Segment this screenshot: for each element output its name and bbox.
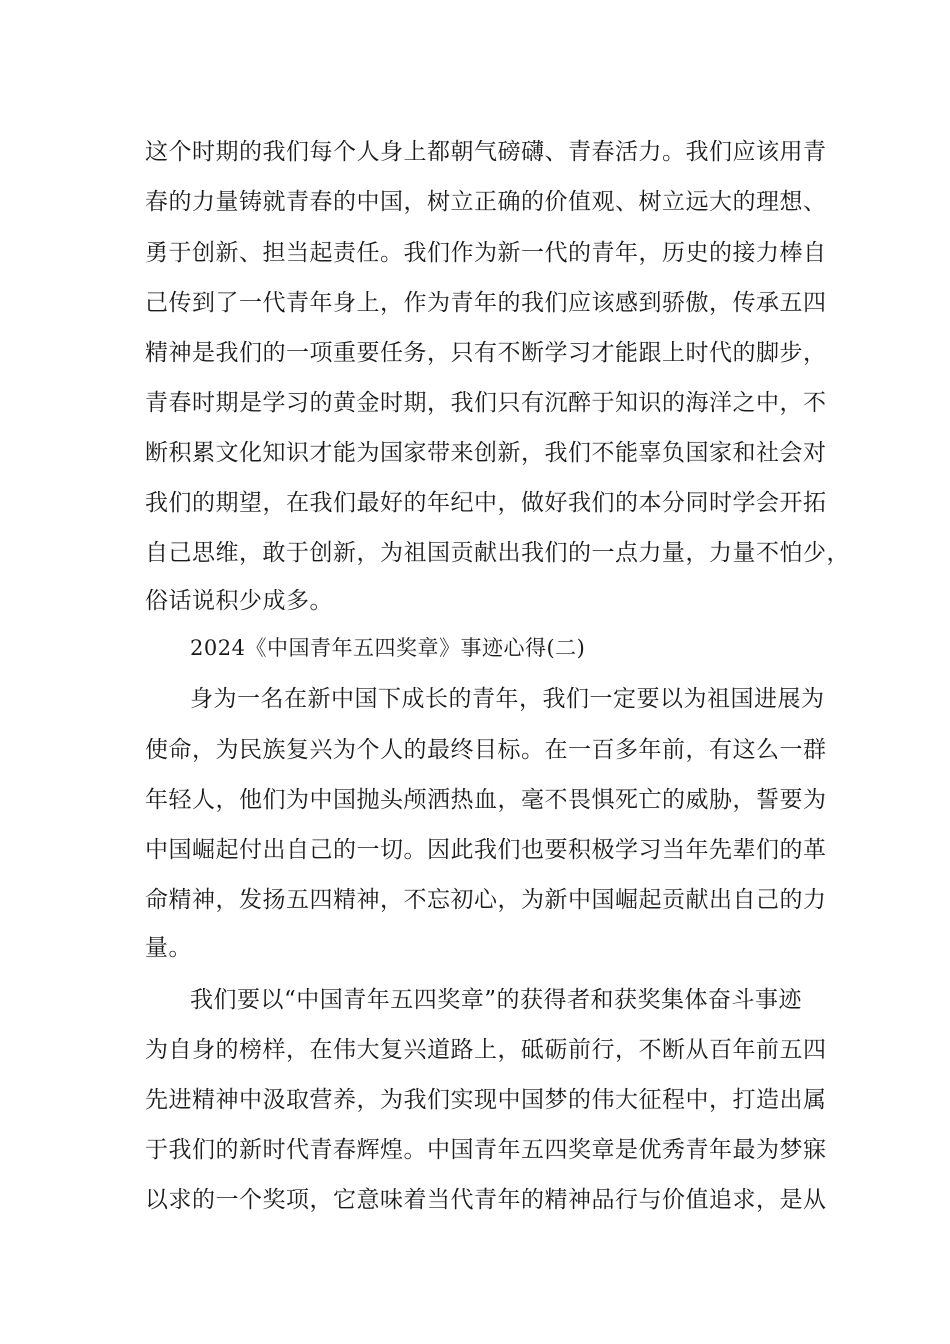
paragraph-line: 精神是我们的一项重要任务，只有不断学习才能跟上时代的脚步，	[145, 340, 827, 366]
section-heading: 2024《中国青年五四奖章》事迹心得(二)	[190, 636, 586, 660]
paragraph-line: 为自身的榜样，在伟大复兴道路上，砥砺前行，不断从百年前五四	[145, 1037, 827, 1063]
paragraph-line: 我们的期望，在我们最好的年纪中，做好我们的本分同时学会开拓	[145, 490, 827, 516]
paragraph-line: 身为一名在新中国下成长的青年，我们一定要以为祖国进展为	[190, 686, 825, 712]
paragraph-line: 量。	[145, 935, 192, 961]
paragraph-line: 自己思维，敢于创新，为祖国贡献出我们的一点力量，力量不怕少，	[145, 540, 850, 566]
paragraph-line: 先进精神中汲取营养，为我们实现中国梦的伟大征程中，打造出属	[145, 1087, 827, 1113]
paragraph-line: 勇于创新、担当起责任。我们作为新一代的青年，历史的接力棒自	[145, 240, 827, 266]
paragraph-line: 使命，为民族复兴为个人的最终目标。在一百多年前，有这么一群	[145, 737, 827, 763]
paragraph-line: 命精神，发扬五四精神，不忘初心，为新中国崛起贡献出自己的力	[145, 887, 827, 913]
paragraph-line: 以求的一个奖项，它意味着当代青年的精神品行与价值追求，是从	[145, 1187, 827, 1213]
paragraph-line: 俗话说积少成多。	[145, 588, 333, 614]
paragraph-line: 这个时期的我们每个人身上都朝气磅礴、青春活力。我们应该用青	[145, 139, 827, 165]
paragraph-line: 年轻人，他们为中国抛头颅洒热血，毫不畏惧死亡的威胁，誓要为	[145, 787, 827, 813]
paragraph-line: 中国崛起付出自己的一切。因此我们也要积极学习当年先辈们的革	[145, 837, 827, 863]
paragraph-line: 我们要以“中国青年五四奖章”的获得者和获奖集体奋斗事迹	[190, 987, 803, 1013]
paragraph-line: 己传到了一代青年身上，作为青年的我们应该感到骄傲，传承五四	[145, 290, 827, 316]
paragraph-line: 春的力量铸就青春的中国，树立正确的价值观、树立远大的理想、	[145, 189, 827, 215]
paragraph-line: 青春时期是学习的黄金时期，我们只有沉醉于知识的海洋之中，不	[145, 390, 827, 416]
paragraph-line: 于我们的新时代青春辉煌。中国青年五四奖章是优秀青年最为梦寐	[145, 1137, 827, 1163]
paragraph-line: 断积累文化知识才能为国家带来创新，我们不能辜负国家和社会对	[145, 440, 827, 466]
